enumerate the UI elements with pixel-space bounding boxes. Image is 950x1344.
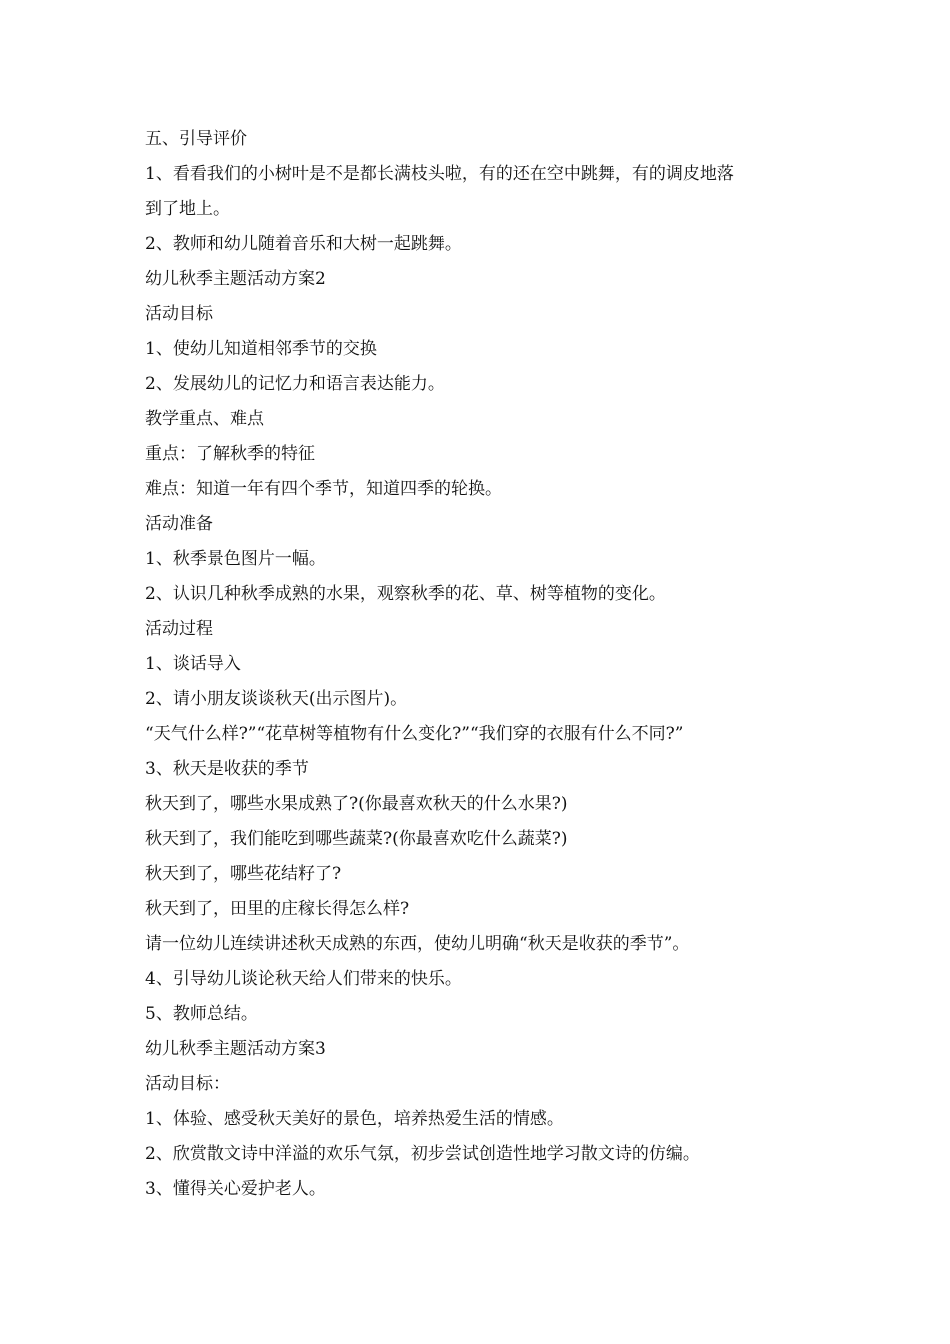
- paragraph-line: 4、引导幼儿谈论秋天给人们带来的快乐。: [145, 969, 462, 989]
- paragraph-line: 秋天到了，田里的庄稼长得怎么样?: [145, 899, 410, 919]
- section-heading: 活动目标：: [145, 1074, 230, 1094]
- paragraph-line: “天气什么样?”“花草树等植物有什么变化?”“我们穿的衣服有什么不同?”: [145, 724, 684, 744]
- section-heading: 教学重点、难点: [145, 409, 264, 429]
- paragraph-line: 重点：了解秋季的特征: [145, 444, 315, 464]
- paragraph-line: 2、欣赏散文诗中洋溢的欢乐气氛，初步尝试创造性地学习散文诗的仿编。: [145, 1144, 700, 1164]
- paragraph-line: 3、秋天是收获的季节: [145, 759, 309, 779]
- section-heading: 活动准备: [145, 514, 213, 534]
- section-heading: 活动目标: [145, 304, 213, 324]
- paragraph-line: 2、认识几种秋季成熟的水果，观察秋季的花、草、树等植物的变化。: [145, 584, 666, 604]
- paragraph-line: 难点：知道一年有四个季节，知道四季的轮换。: [145, 479, 502, 499]
- paragraph-line: 1、体验、感受秋天美好的景色，培养热爱生活的情感。: [145, 1109, 564, 1129]
- paragraph-line: 请一位幼儿连续讲述秋天成熟的东西，使幼儿明确“秋天是收获的季节”。: [145, 934, 690, 954]
- paragraph-line: 2、发展幼儿的记忆力和语言表达能力。: [145, 374, 445, 394]
- paragraph-line: 秋天到了，我们能吃到哪些蔬菜?(你最喜欢吃什么蔬菜?): [145, 829, 568, 849]
- paragraph-line: 到了地上。: [145, 199, 230, 219]
- paragraph-line: 3、懂得关心爱护老人。: [145, 1179, 326, 1199]
- plan-title: 幼儿秋季主题活动方案2: [145, 269, 326, 289]
- document-body: [145, 122, 815, 1207]
- paragraph-line: 1、使幼儿知道相邻季节的交换: [145, 339, 377, 359]
- plan-title: 幼儿秋季主题活动方案3: [145, 1039, 326, 1059]
- paragraph-line: 1、看看我们的小树叶是不是都长满枝头啦，有的还在空中跳舞，有的调皮地落: [145, 164, 734, 184]
- paragraph-line: 2、教师和幼儿随着音乐和大树一起跳舞。: [145, 234, 462, 254]
- paragraph-line: 2、请小朋友谈谈秋天(出示图片)。: [145, 689, 408, 709]
- section-heading: 五、引导评价: [145, 129, 247, 149]
- section-heading: 活动过程: [145, 619, 213, 639]
- paragraph-line: 秋天到了，哪些花结籽了?: [145, 864, 342, 884]
- paragraph-line: 秋天到了，哪些水果成熟了?(你最喜欢秋天的什么水果?): [145, 794, 568, 814]
- paragraph-line: 1、谈话导入: [145, 654, 241, 674]
- paragraph-line: 5、教师总结。: [145, 1004, 258, 1024]
- paragraph-line: 1、秋季景色图片一幅。: [145, 549, 326, 569]
